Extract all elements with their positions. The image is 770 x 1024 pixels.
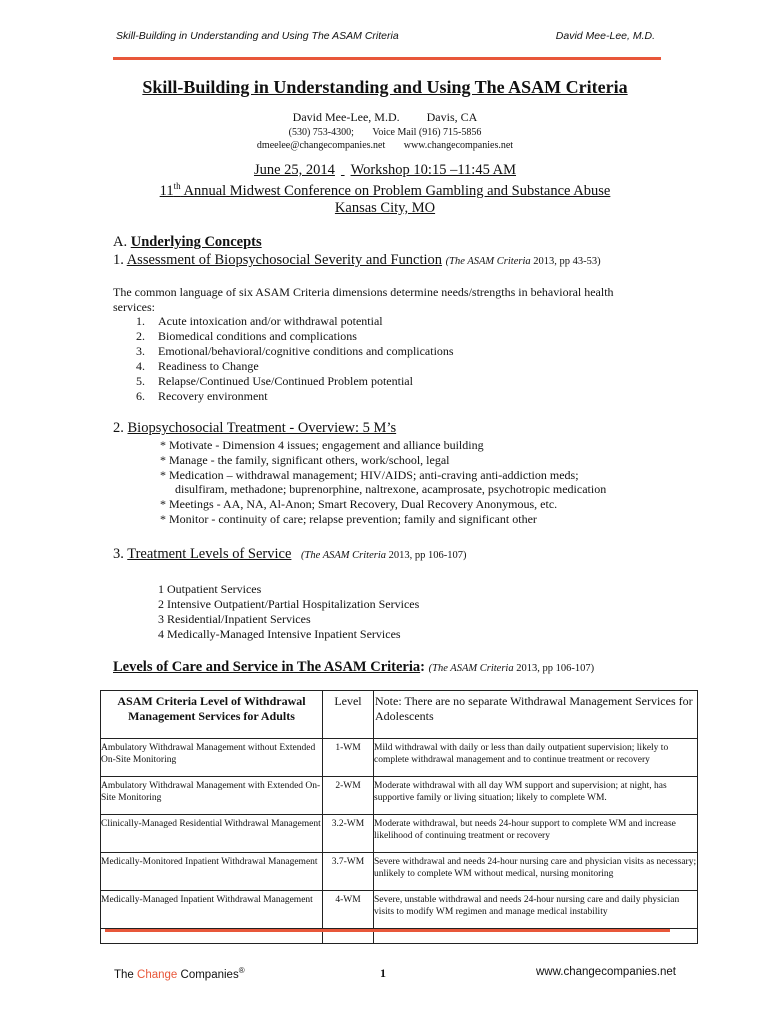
list-item: 2 Intensive Outpatient/Partial Hospitalization Services — [158, 597, 420, 611]
website-link[interactable]: www.changecompanies.net — [403, 140, 514, 151]
table-cell: Moderate withdrawal, but needs 24-hour support to complete WM and increase likelihood of continuing treatment or recovery — [374, 815, 698, 853]
item2-heading — [113, 420, 396, 437]
item3-cite-book: (The ASAM Criteria — [301, 550, 387, 561]
item1-title: Assessment of Biopsychosocial Severity and Function — [126, 252, 443, 268]
running-header-author: David Mee-Lee, M.D. — [555, 30, 655, 42]
footer-rule — [105, 929, 670, 932]
item1-cite-rest: 2013, pp 43-53) — [533, 256, 601, 267]
item1-cite-book: (The ASAM Criteria — [445, 256, 531, 267]
withdrawal-management-table — [100, 690, 698, 944]
section-a-title: Underlying Concepts — [130, 234, 262, 250]
table-cell: Severe, unstable withdrawal and needs 24-hour nursing care and daily physician visits to modify WM regimen and manage medical instability — [374, 891, 698, 929]
voicemail: Voice Mail (916) 715-5856 — [372, 127, 482, 138]
list-item: 1. Acute intoxication and/or withdrawal potential — [136, 314, 383, 328]
list-item: * Monitor - continuity of care; relapse prevention; family and significant other — [160, 511, 537, 526]
list-item: * Manage - the family, significant others, work/school, legal — [160, 452, 450, 467]
list-item: disulfiram, methadone; buprenorphine, naltrexone, acamprosate, psychotropic medication — [175, 482, 607, 497]
table-row — [101, 815, 698, 853]
table-cell: Severe withdrawal and needs 24-hour nursing care and physician visits as necessary; unlikely to complete WM without medical, nursing monitoring — [374, 853, 698, 891]
list-item: 6. Recovery environment — [136, 389, 268, 403]
item3-heading — [113, 546, 467, 563]
item2-prefix: 2. — [113, 420, 124, 436]
section-a-heading — [113, 234, 262, 251]
contact-line-web — [0, 140, 770, 151]
page-title: Skill-Building in Understanding and Using The ASAM Criteria — [142, 77, 628, 97]
list-item: 3 Residential/Inpatient Services — [158, 612, 311, 626]
table-cell: 1-WM — [323, 739, 374, 777]
author-location: Davis, CA — [426, 110, 478, 124]
item1-prefix: 1. — [113, 252, 124, 268]
item1-citation — [446, 256, 601, 267]
table-cell: Ambulatory Withdrawal Management with Extended On-Site Monitoring — [101, 777, 323, 815]
list-item: 2. Biomedical conditions and complications — [136, 329, 357, 343]
author-line — [0, 110, 770, 125]
conference-ordinal-suffix: th — [173, 181, 181, 191]
brand-the: The — [114, 968, 134, 981]
table-cell: Mild withdrawal with daily or less than daily outpatient supervision; likely to complete withdrawal management and to continue treatment or recovery — [374, 739, 698, 777]
table-header-row — [101, 691, 698, 739]
table-cell: 4-WM — [323, 891, 374, 929]
header-rule — [113, 57, 661, 60]
item2-title: Biopsychosocial Treatment - Overview: 5 M’s — [127, 420, 397, 436]
workshop-time: Workshop 10:15 –11:45 AM — [350, 162, 517, 178]
table-row — [101, 891, 698, 929]
loc-heading-text: Levels of Care and Service in The ASAM Criteria — [113, 659, 421, 675]
brand-change: Change — [137, 968, 178, 981]
brand-companies: Companies — [180, 968, 239, 981]
table-cell: Moderate withdrawal with all day WM support and supervision; at night, has supportive family or living situation; likely to complete WM. — [374, 777, 698, 815]
list-item: 3. Emotional/behavioral/cognitive conditions and complications — [136, 344, 454, 358]
registered-mark: ® — [238, 966, 245, 975]
table-cell: Medically-Managed Inpatient Withdrawal Management — [101, 891, 323, 929]
loc-cite-book: (The ASAM Criteria — [428, 663, 514, 674]
phone: (530) 753-4300; — [288, 127, 354, 138]
table-row — [101, 739, 698, 777]
loc-heading-colon: : — [420, 659, 425, 675]
item3-prefix: 3. — [113, 546, 124, 562]
column-header-service: ASAM Criteria Level of Withdrawal Management Services for Adults — [101, 691, 323, 739]
item1-intro: The common language of six ASAM Criteria dimensions determine needs/strengths in behavioral health services: — [113, 285, 614, 314]
column-header-level: Level — [323, 691, 374, 739]
list-item: 5. Relapse/Continued Use/Continued Problem potential — [136, 374, 413, 388]
table-cell: 3.2-WM — [323, 815, 374, 853]
item3-cite-rest: 2013, pp 106-107) — [388, 550, 467, 561]
dimension-list — [136, 314, 454, 404]
conference-name: Annual Midwest Conference on Problem Gambling and Substance Abuse — [183, 182, 611, 199]
section-a-prefix: A. — [113, 234, 128, 250]
running-header-title: Skill-Building in Understanding and Using The ASAM Criteria — [116, 30, 399, 42]
levels-list — [158, 582, 419, 642]
conference-date: June 25, 2014 — [253, 162, 335, 178]
table-cell: 3.7-WM — [323, 853, 374, 891]
table-cell: Ambulatory Withdrawal Management without Extended On-Site Monitoring — [101, 739, 323, 777]
list-item: * Meetings - AA, NA, Al-Anon; Smart Recovery, Dual Recovery Anonymous, etc. — [160, 497, 558, 512]
conference-date-line — [0, 162, 770, 179]
list-item: * Motivate - Dimension 4 issues; engagement and alliance building — [160, 438, 484, 452]
item3-citation — [301, 550, 466, 561]
item3-title: Treatment Levels of Service — [127, 546, 292, 562]
list-item: 4. Readiness to Change — [136, 359, 259, 373]
loc-cite-rest: 2013, pp 106-107) — [516, 663, 595, 674]
footer-url[interactable]: www.changecompanies.net — [536, 966, 676, 978]
conference-ordinal: 11 — [159, 182, 174, 199]
list-item: 4 Medically-Managed Intensive Inpatient Services — [158, 627, 401, 641]
conference-name-line — [0, 181, 770, 200]
item1-heading — [113, 252, 601, 269]
footer-brand — [114, 966, 245, 981]
list-item: 1 Outpatient Services — [158, 582, 262, 596]
table-row — [101, 853, 698, 891]
levels-of-care-heading — [113, 659, 594, 676]
page-number: 1 — [380, 966, 386, 980]
column-header-note: Note: There are no separate Withdrawal Management Services for Adolescents — [374, 691, 698, 739]
table-cell: Medically-Monitored Inpatient Withdrawal Management — [101, 853, 323, 891]
author-name: David Mee-Lee, M.D. — [292, 110, 400, 124]
table-row — [101, 777, 698, 815]
loc-citation — [429, 663, 594, 674]
email-link[interactable]: dmeelee@changecompanies.net — [256, 140, 386, 151]
list-item: * Medication – withdrawal management; HIV/AIDS; anti-craving anti-addiction meds; — [160, 467, 579, 482]
table-cell: 2-WM — [323, 777, 374, 815]
five-ms-list — [160, 438, 606, 527]
contact-line-phones — [0, 127, 770, 138]
table-cell: Clinically-Managed Residential Withdrawal Management — [101, 815, 323, 853]
conference-place: Kansas City, MO — [334, 200, 436, 216]
